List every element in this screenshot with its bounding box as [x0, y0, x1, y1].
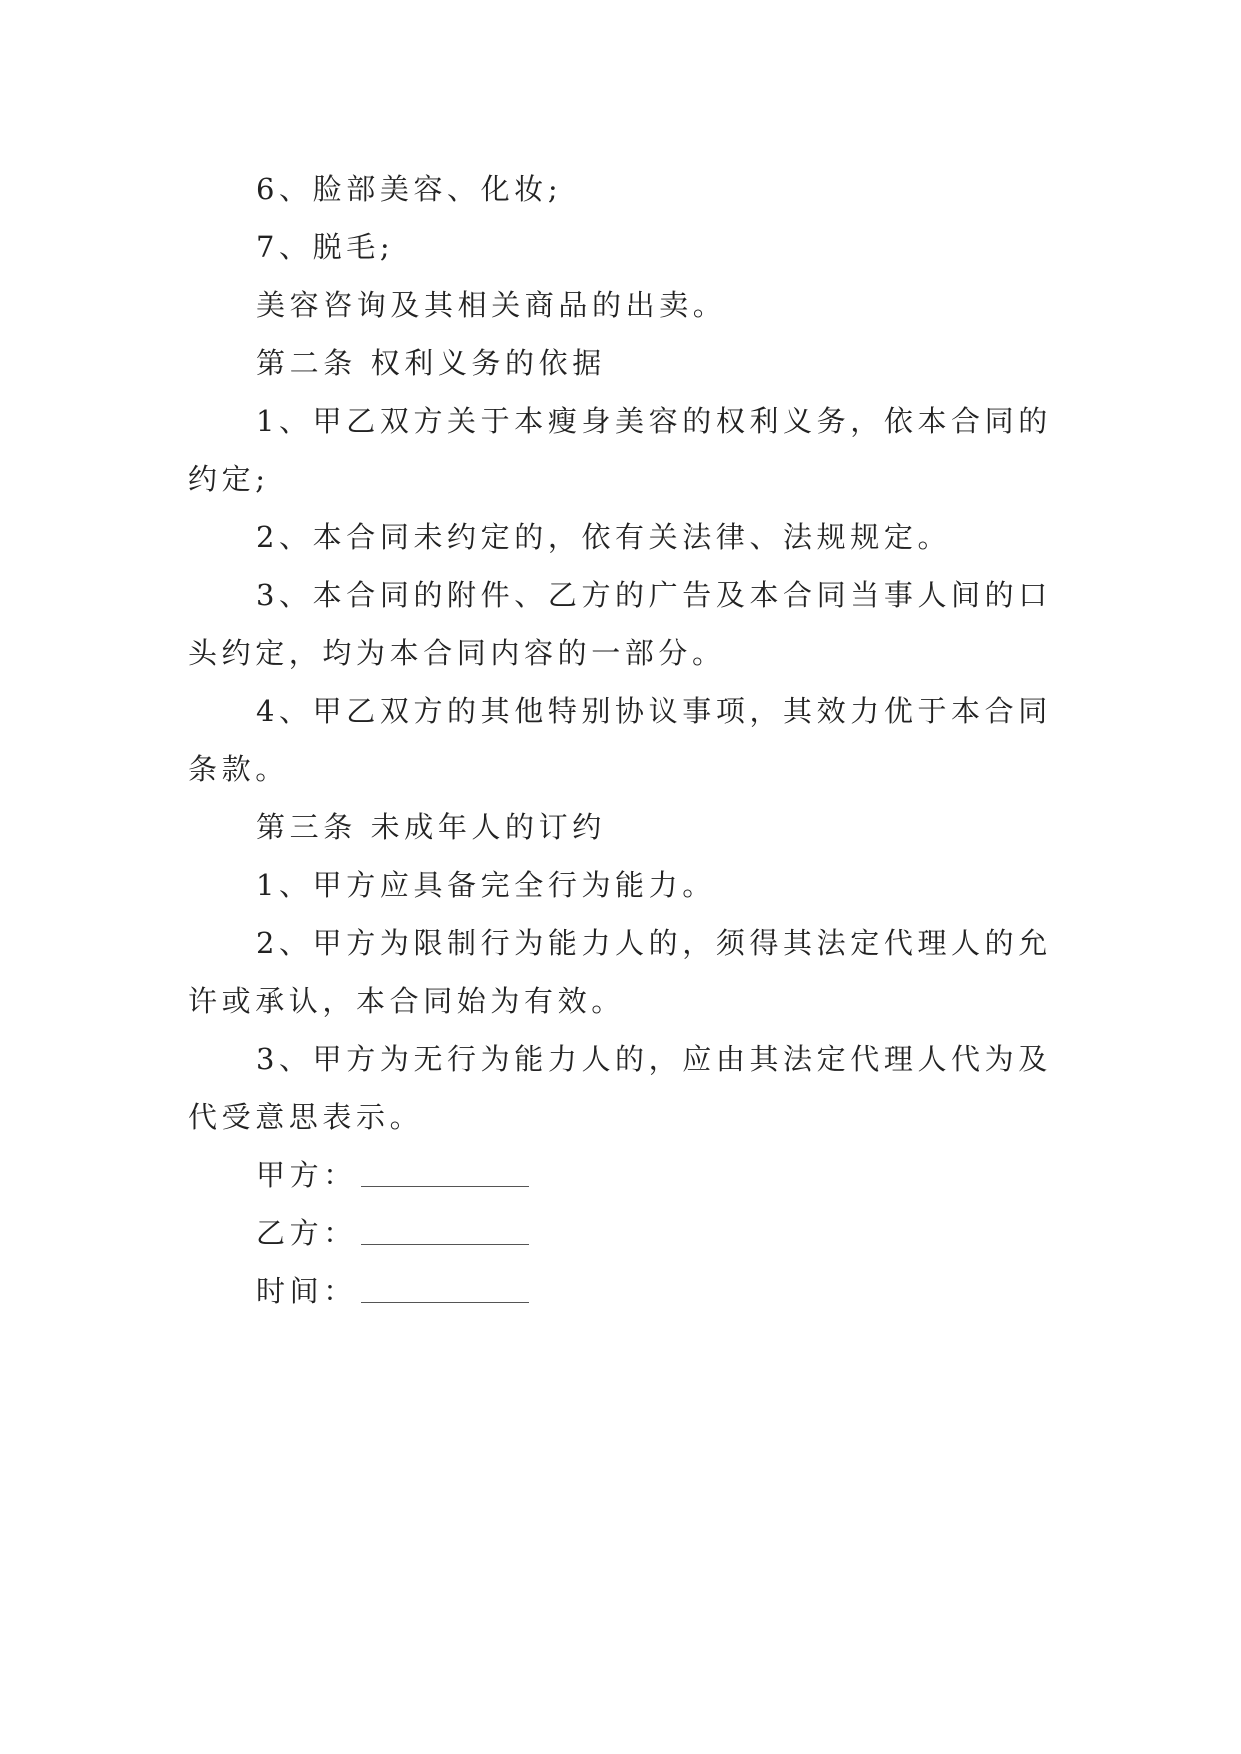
party-a-label: 甲方：	[256, 1158, 357, 1192]
clause-item-consulting: 美容咨询及其相关商品的出卖。	[256, 288, 727, 322]
article-3-heading: 第三条 未成年人的订约	[256, 810, 606, 844]
article-3-item-3: 3、甲方为无行为能力人的，应由其法定代理人代为及代受意思表示。	[188, 1042, 1052, 1134]
party-a-blank[interactable]	[361, 1185, 529, 1187]
article-3-item-2: 2、甲方为限制行为能力人的，须得其法定代理人的允许或承认，本合同始为有效。	[188, 926, 1052, 1018]
article-3-item-1: 1、甲方应具备完全行为能力。	[256, 868, 716, 902]
date-blank[interactable]	[361, 1301, 529, 1303]
party-b-label: 乙方：	[256, 1216, 357, 1250]
clause-item-6: 6、脸部美容、化妆;	[256, 172, 563, 206]
article-2-item-4: 4、甲乙双方的其他特别协议事项，其效力优于本合同条款。	[188, 694, 1052, 786]
date-label: 时间：	[256, 1274, 357, 1308]
party-a-signature-line	[188, 1146, 1055, 1204]
document-body	[188, 160, 1055, 1320]
article-2-item-3: 3、本合同的附件、乙方的广告及本合同当事人间的口头约定，均为本合同内容的一部分。	[188, 578, 1052, 670]
article-2-item-1: 1、甲乙双方关于本瘦身美容的权利义务，依本合同的约定;	[188, 404, 1052, 496]
party-b-signature-line	[188, 1204, 1055, 1262]
clause-item-7: 7、脱毛;	[256, 230, 395, 264]
party-b-blank[interactable]	[361, 1243, 529, 1245]
date-signature-line	[188, 1262, 1055, 1320]
article-2-heading: 第二条 权利义务的依据	[256, 346, 606, 380]
article-2-item-2: 2、本合同未约定的，依有关法律、法规规定。	[256, 520, 952, 554]
